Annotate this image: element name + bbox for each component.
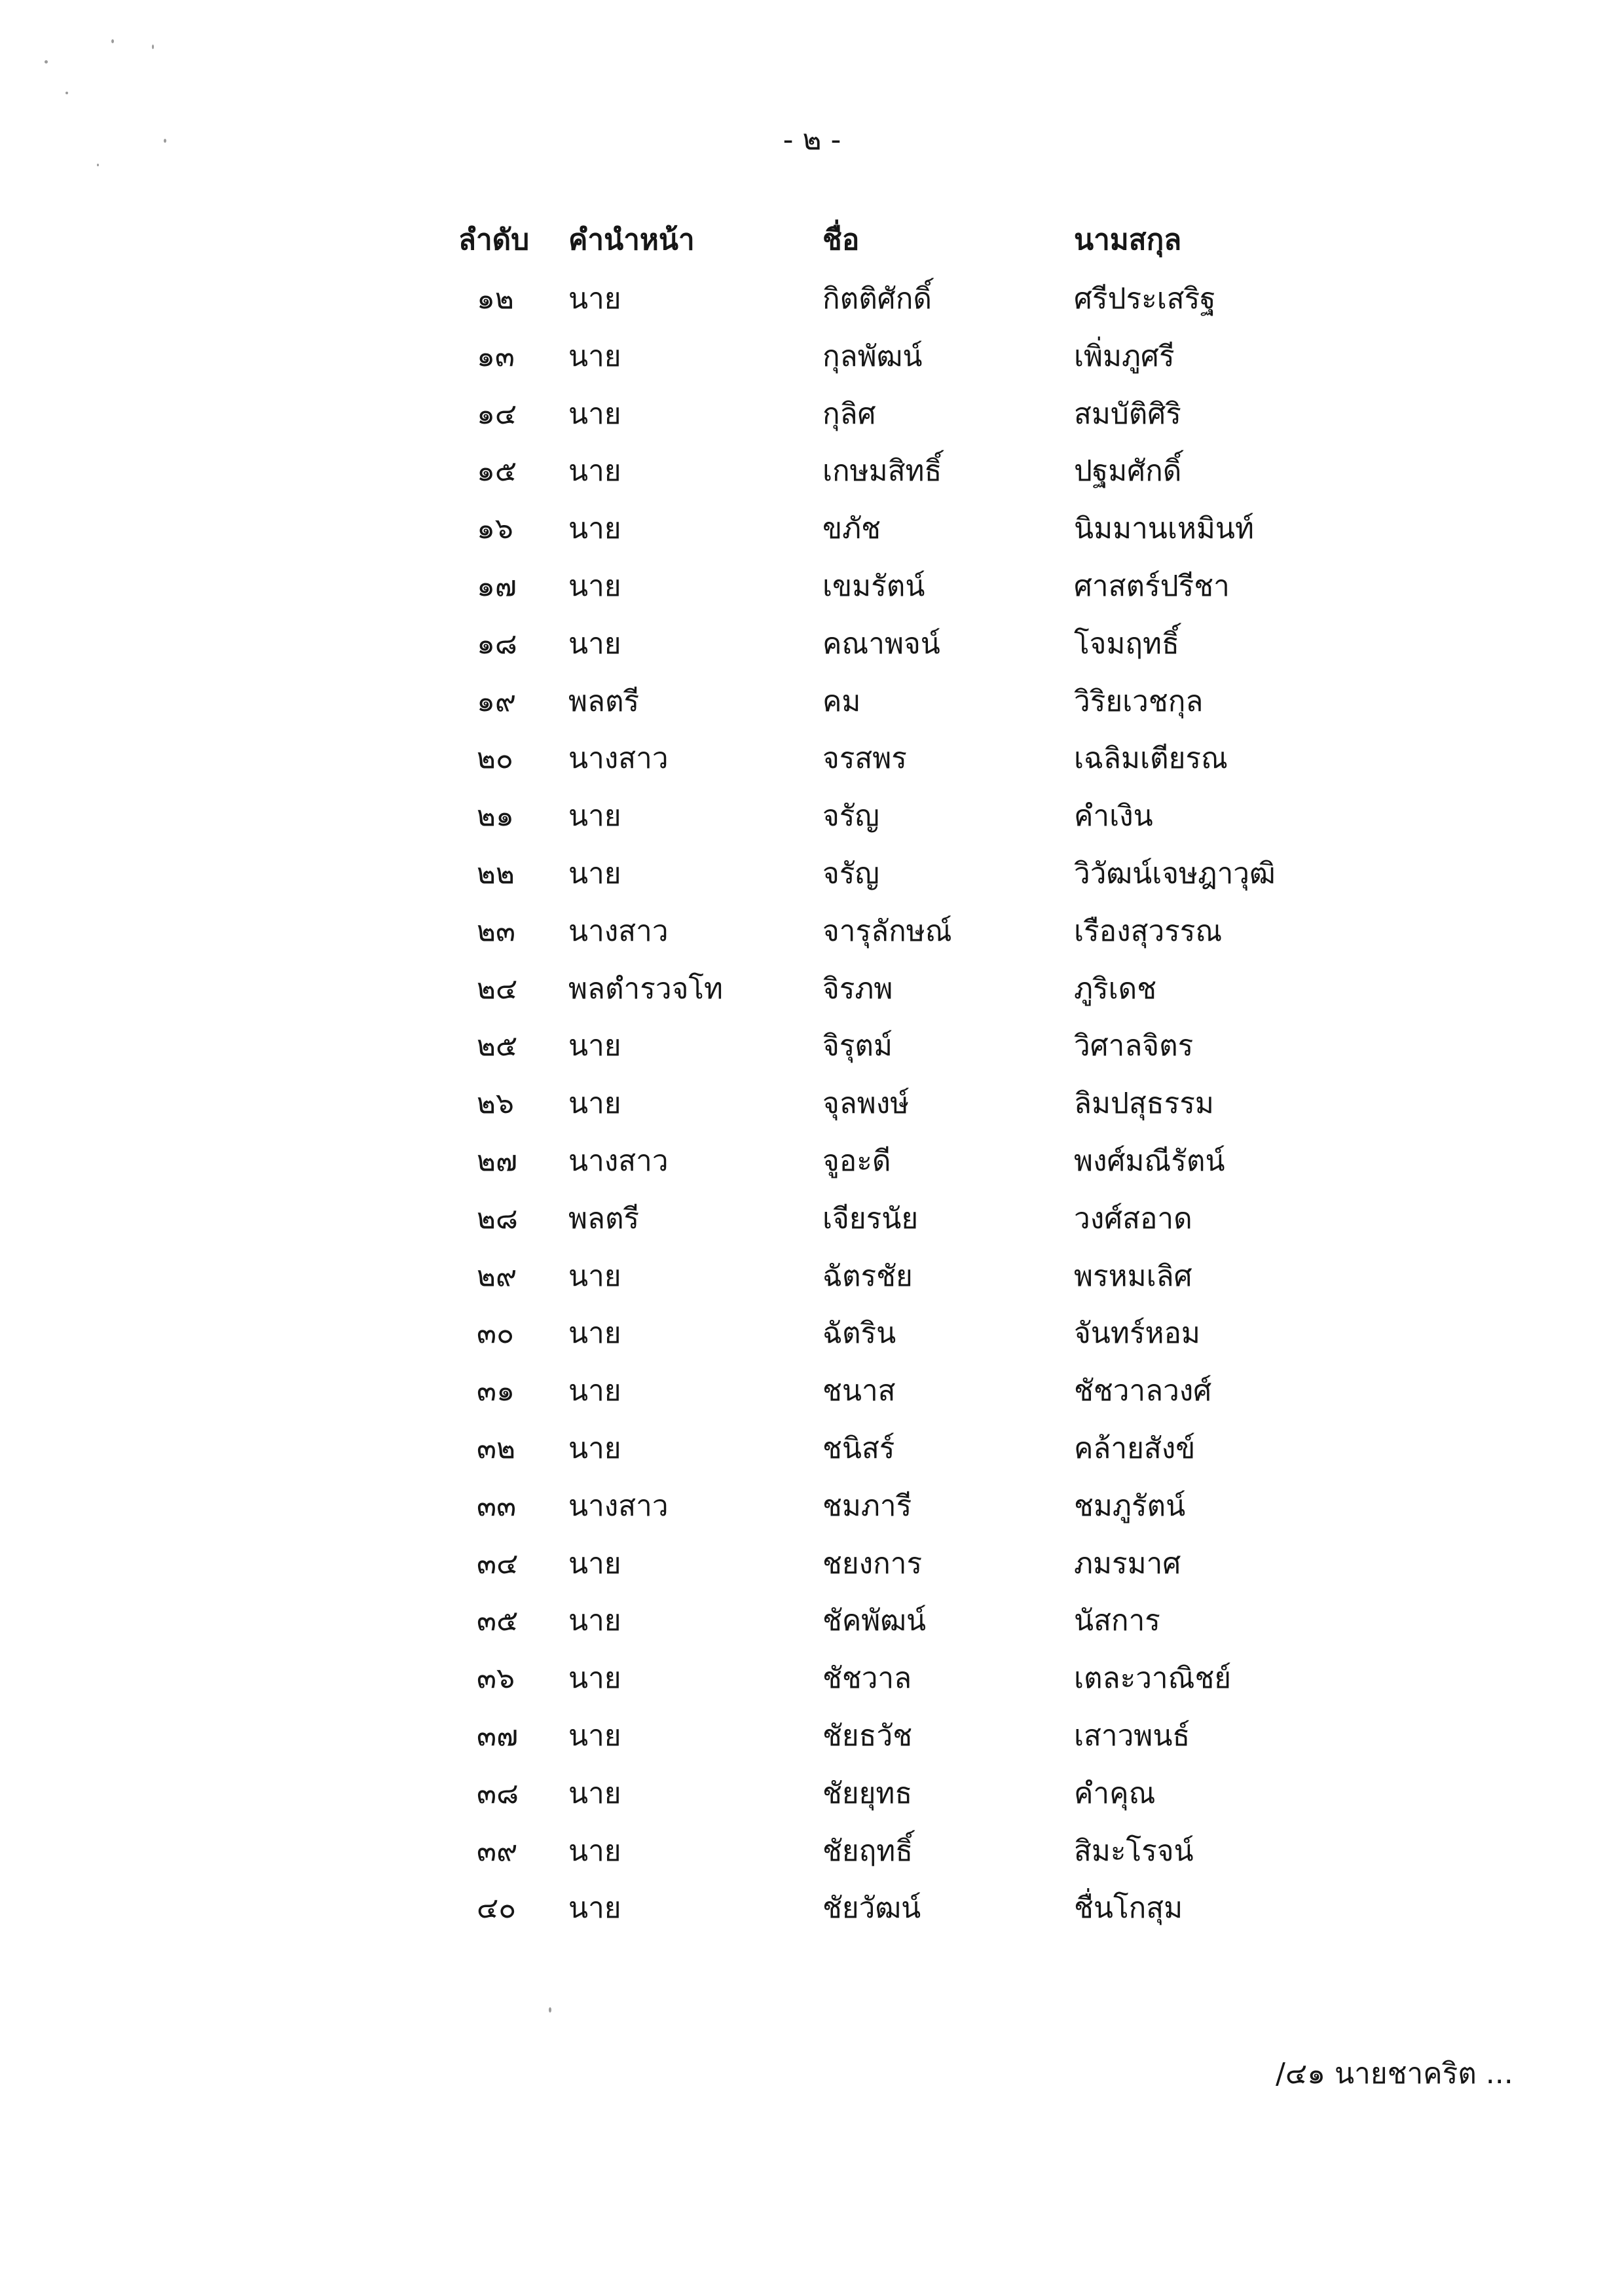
row-prefix: นาย — [568, 1604, 621, 1638]
row-order: ๑๓ — [477, 339, 515, 373]
row-first-name: ชัยธวัช — [822, 1719, 913, 1753]
row-prefix: นาย — [568, 1029, 621, 1063]
row-order: ๑๙ — [477, 684, 517, 718]
table-row — [458, 799, 1388, 860]
row-order: ๑๔ — [477, 397, 517, 431]
row-first-name: คม — [822, 684, 861, 718]
row-order: ๒๘ — [477, 1201, 518, 1235]
row-first-name: จิรภพ — [822, 972, 893, 1006]
row-prefix: นาย — [568, 512, 621, 546]
row-last-name: เตละวาณิชย์ — [1074, 1662, 1232, 1696]
row-order: ๑๗ — [477, 569, 517, 603]
row-first-name: จรัญ — [822, 856, 879, 890]
table-row — [458, 454, 1388, 515]
row-prefix: นาย — [568, 1776, 621, 1810]
row-order: ๓๕ — [477, 1604, 519, 1638]
header-prefix: คำนำหน้า — [568, 223, 695, 257]
row-last-name: ลิมปสุธรรม — [1074, 1087, 1214, 1121]
row-first-name: ชนิสร์ — [822, 1431, 895, 1465]
row-order: ๓๘ — [477, 1776, 519, 1810]
table-row — [458, 1834, 1388, 1895]
row-first-name: เขมรัตน์ — [822, 569, 925, 603]
row-prefix: นาย — [568, 1259, 621, 1293]
row-last-name: ชมภูรัตน์ — [1074, 1489, 1186, 1523]
row-prefix: นาย — [568, 282, 621, 316]
row-last-name: พงศ์มณีรัตน์ — [1074, 1144, 1225, 1178]
row-order: ๓๐ — [477, 1317, 514, 1351]
row-first-name: จารุลักษณ์ — [822, 914, 952, 948]
row-prefix: นาย — [568, 1431, 621, 1465]
row-order: ๒๒ — [477, 856, 515, 890]
row-first-name: จูอะดี — [822, 1144, 891, 1178]
row-order: ๑๖ — [477, 512, 513, 546]
table-row — [458, 972, 1388, 1032]
row-last-name: คล้ายสังข์ — [1074, 1431, 1196, 1465]
row-order: ๒๖ — [477, 1087, 514, 1121]
row-order: ๓๓ — [477, 1489, 517, 1523]
row-prefix: นาย — [568, 1317, 621, 1351]
table-row — [458, 1201, 1388, 1262]
row-order: ๒๓ — [477, 914, 516, 948]
row-order: ๑๒ — [477, 282, 514, 316]
table-row — [458, 1546, 1388, 1607]
row-order: ๒๗ — [477, 1144, 518, 1178]
row-prefix: นาย — [568, 856, 621, 890]
row-last-name: วงศ์สอาด — [1074, 1201, 1192, 1235]
row-last-name: เฉลิมเตียรณ — [1074, 742, 1228, 776]
row-order: ๓๙ — [477, 1834, 518, 1868]
row-prefix: พลตำรวจโท — [568, 972, 724, 1006]
table-row — [458, 397, 1388, 458]
header-last-name: นามสกุล — [1074, 223, 1182, 257]
table-row — [458, 1319, 1388, 1377]
row-first-name: กิตติศักดิ์ — [822, 282, 932, 316]
row-order: ๓๑ — [477, 1374, 515, 1408]
row-first-name: กุลพัฒน์ — [822, 339, 923, 373]
row-order: ๑๕ — [477, 454, 517, 488]
row-order: ๒๙ — [477, 1259, 517, 1293]
scan-speck — [97, 164, 99, 166]
header-first-name: ชื่อ — [822, 223, 860, 257]
row-prefix: พลตรี — [568, 1201, 640, 1235]
row-order: ๓๗ — [477, 1719, 519, 1753]
table-row — [458, 1431, 1388, 1492]
table-row — [458, 1259, 1388, 1320]
row-first-name: ชนาส — [822, 1374, 896, 1408]
row-prefix: นาย — [568, 627, 621, 661]
row-first-name: จรสพร — [822, 742, 907, 776]
row-first-name: จุลพงษ์ — [822, 1087, 910, 1121]
row-last-name: พรหมเลิศ — [1074, 1259, 1192, 1293]
table-row — [458, 1029, 1388, 1089]
row-first-name: ชมภารี — [822, 1489, 912, 1523]
table-row — [458, 1891, 1388, 1952]
table-row — [458, 744, 1388, 802]
row-last-name: สิมะโรจน์ — [1074, 1834, 1194, 1868]
row-first-name: เจียรนัย — [822, 1201, 919, 1235]
row-last-name: เพิ่มภูศรี — [1074, 339, 1175, 373]
row-first-name: ชัยยุทธ — [822, 1776, 913, 1810]
row-prefix: นางสาว — [568, 1144, 669, 1178]
scan-speck — [549, 2007, 551, 2013]
header-order: ลำดับ — [458, 223, 530, 257]
row-first-name: จิรุตม์ — [822, 1029, 893, 1063]
row-first-name: ชัยฤทธิ์ — [822, 1834, 913, 1868]
row-first-name: ชัคพัฒน์ — [822, 1604, 927, 1638]
row-order: ๓๖ — [477, 1662, 515, 1696]
row-last-name: จันทร์หอม — [1074, 1317, 1200, 1351]
row-prefix: นาย — [568, 1546, 621, 1580]
table-row — [458, 1719, 1388, 1779]
table-row — [458, 1374, 1388, 1434]
row-order: ๔๐ — [477, 1891, 517, 1925]
row-first-name: ชัยวัฒน์ — [822, 1891, 921, 1925]
table-body — [458, 282, 1388, 1952]
row-order: ๑๘ — [477, 627, 517, 661]
row-last-name: เสาวพนธ์ — [1074, 1719, 1190, 1753]
row-last-name: นิมมานเหมินท์ — [1074, 512, 1254, 546]
table-row — [458, 1489, 1388, 1550]
row-first-name: ฉัตริน — [822, 1317, 896, 1351]
row-last-name: ปฐมศักดิ์ — [1074, 454, 1182, 488]
row-first-name: ชยงการ — [822, 1546, 923, 1580]
row-prefix: นาย — [568, 1719, 621, 1753]
row-last-name: วิศาลจิตร — [1074, 1029, 1194, 1063]
row-order: ๓๔ — [477, 1546, 519, 1580]
row-order: ๒๔ — [477, 972, 518, 1006]
table-row — [458, 856, 1388, 917]
row-prefix: นาย — [568, 454, 621, 488]
row-last-name: วิวัฒน์เจษฎาวุฒิ — [1074, 856, 1276, 890]
row-prefix: นาย — [568, 1891, 621, 1925]
row-prefix: นาย — [568, 1662, 621, 1696]
table-row — [458, 684, 1388, 745]
row-order: ๒๐ — [477, 742, 513, 776]
table-row — [458, 1604, 1388, 1664]
row-first-name: กุลิศ — [822, 397, 876, 431]
row-prefix: นาย — [568, 1374, 621, 1408]
row-prefix: นาย — [568, 569, 621, 603]
row-first-name: ขภัช — [822, 512, 881, 546]
row-first-name: คณาพจน์ — [822, 627, 940, 661]
row-last-name: ภูริเดช — [1074, 972, 1157, 1006]
row-first-name: ฉัตรชัย — [822, 1259, 913, 1293]
row-prefix: นางสาว — [568, 1489, 669, 1523]
row-last-name: ศรีประเสริฐ — [1074, 282, 1216, 316]
row-prefix: นางสาว — [568, 742, 669, 776]
table-row — [458, 512, 1388, 572]
row-order: ๒๑ — [477, 799, 514, 833]
page-number: - ๒ - — [783, 123, 841, 156]
row-prefix: นาย — [568, 799, 621, 833]
table-row — [458, 1664, 1388, 1722]
row-order: ๒๕ — [477, 1029, 518, 1063]
row-last-name: ศาสตร์ปรีชา — [1074, 569, 1230, 603]
scan-speck — [111, 39, 114, 43]
row-last-name: สมบัติศิริ — [1074, 397, 1181, 431]
table-header — [458, 223, 1388, 285]
row-last-name: โจมฤทธิ์ — [1074, 627, 1179, 661]
row-first-name: จรัญ — [822, 799, 879, 833]
row-prefix: นางสาว — [568, 914, 669, 948]
continuation-note: /๔๑ นายชาคริต ... — [1276, 2057, 1513, 2090]
scan-speck — [65, 92, 68, 94]
row-first-name: ชัชวาล — [822, 1662, 912, 1696]
table-row — [458, 282, 1388, 342]
scan-speck — [164, 139, 166, 143]
table-row — [458, 569, 1388, 630]
table-row — [458, 914, 1388, 975]
row-last-name: วิริยเวชกุล — [1074, 684, 1204, 718]
scan-speck — [152, 45, 154, 49]
table-row — [458, 1089, 1388, 1147]
row-prefix: นาย — [568, 397, 621, 431]
row-last-name: คำคุณ — [1074, 1776, 1156, 1810]
row-last-name: ภมรมาศ — [1074, 1546, 1181, 1580]
row-prefix: นาย — [568, 1087, 621, 1121]
scan-speck — [45, 60, 48, 64]
row-order: ๓๒ — [477, 1431, 516, 1465]
row-prefix: นาย — [568, 339, 621, 373]
table-row — [458, 1144, 1388, 1205]
row-last-name: ชัชวาลวงศ์ — [1074, 1374, 1212, 1408]
row-prefix: พลตรี — [568, 684, 640, 718]
table-row — [458, 1776, 1388, 1837]
row-first-name: เกษมสิทธิ์ — [822, 454, 942, 488]
name-list-table — [458, 223, 1388, 1952]
row-prefix: นาย — [568, 1834, 621, 1868]
row-last-name: คำเงิน — [1074, 799, 1153, 833]
table-row — [458, 627, 1388, 687]
row-last-name: นัสการ — [1074, 1604, 1160, 1638]
row-last-name: ชื่นโกสุม — [1074, 1891, 1183, 1925]
table-row — [458, 339, 1388, 400]
row-last-name: เรืองสุวรรณ — [1074, 914, 1223, 948]
